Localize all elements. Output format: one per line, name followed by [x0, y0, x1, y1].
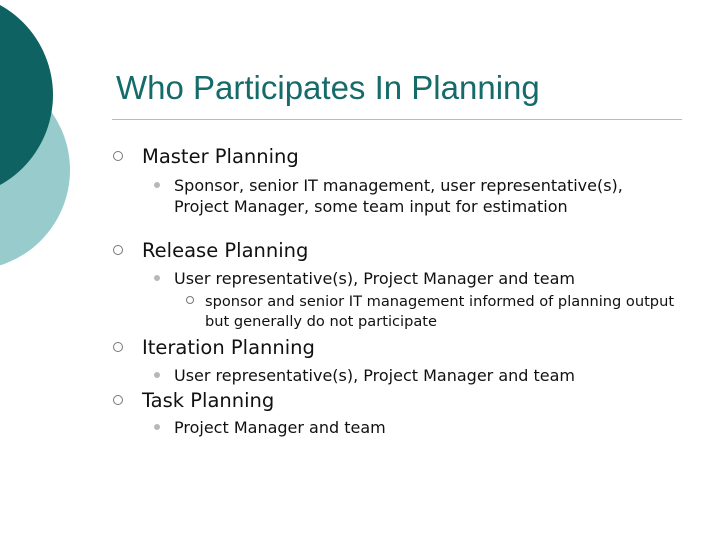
- point-release-planning-participants: [174, 269, 674, 290]
- corner-decoration: [0, 0, 120, 300]
- section-heading: Task Planning: [142, 389, 275, 412]
- title-underline: [112, 119, 682, 120]
- point-text: User representative(s), Project Manager and team: [174, 269, 576, 288]
- hollow-circle-bullet-icon: [113, 151, 123, 161]
- point-master-planning-participants: [174, 176, 674, 217]
- point-task-planning-participants: [174, 418, 674, 439]
- section-master-planning: [142, 146, 299, 168]
- hollow-circle-bullet-icon: [113, 395, 123, 405]
- subpoint-text: sponsor and senior IT management informed of planning output but generally do not participate: [205, 293, 675, 330]
- section-release-planning: [142, 240, 308, 262]
- hollow-circle-bullet-icon: [186, 296, 194, 304]
- hollow-circle-bullet-icon: [113, 245, 123, 255]
- slide-title: Who Participates In Planning: [116, 69, 540, 106]
- section-iteration-planning: [142, 337, 315, 359]
- point-text: User representative(s), Project Manager and team: [174, 366, 576, 385]
- hollow-circle-bullet-icon: [113, 342, 123, 352]
- filled-dot-bullet-icon: [154, 372, 160, 378]
- subpoint-release-planning-informed: [205, 292, 675, 332]
- point-text: Sponsor, senior IT management, user representative(s), Project Manager, some team input for estimation: [174, 176, 623, 216]
- filled-dot-bullet-icon: [154, 275, 160, 281]
- section-heading: Master Planning: [142, 145, 299, 168]
- section-heading: Release Planning: [142, 239, 309, 262]
- point-iteration-planning-participants: [174, 366, 674, 387]
- section-task-planning: [142, 390, 274, 412]
- filled-dot-bullet-icon: [154, 182, 160, 188]
- point-text: Project Manager and team: [174, 418, 386, 437]
- section-heading: Iteration Planning: [142, 336, 315, 359]
- filled-dot-bullet-icon: [154, 424, 160, 430]
